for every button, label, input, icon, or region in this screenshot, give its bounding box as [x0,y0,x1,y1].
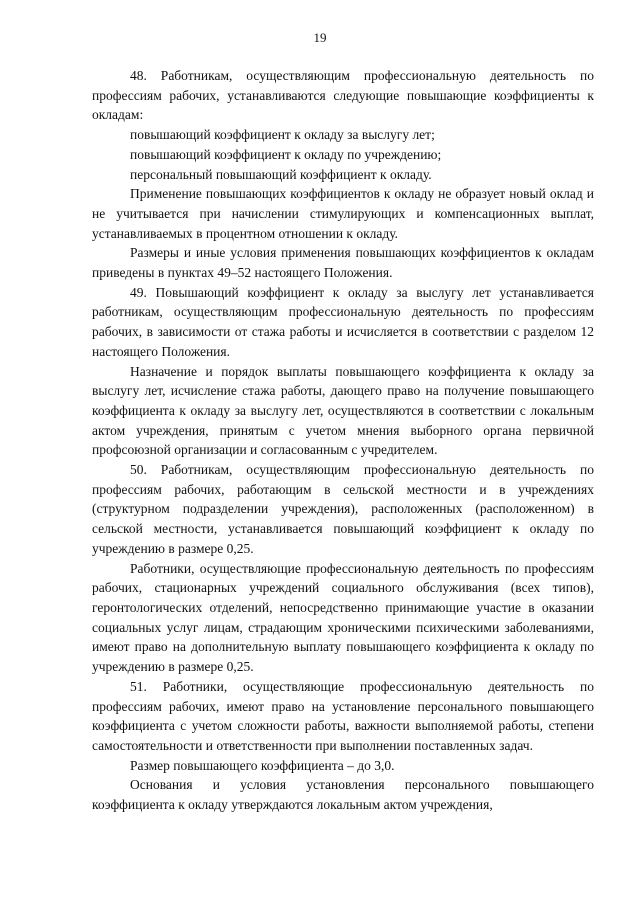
paragraph-50: 50. Работникам, осуществляющим профессиональную деятельность по профессиям рабочих, работающим в сельской местности и в учреждениях (структурном подразделении учреждения), расположенных (расположенном) в сельской местности, устанавливается повышающий коэффициент к окладу по учреждению в размере 0,25. [92,462,594,556]
paragraph-48-application: Применение повышающих коэффициентов к окладу не образует новый оклад и не учитывается при начислении стимулирующих и компенсационных выплат, устанавливаемых в процентном отношении к окладу. [92,186,594,241]
paragraph-49-procedure: Назначение и порядок выплаты повышающего коэффициента к окладу за выслугу лет, исчисление стажа работы, дающего право на получение повышающего коэффициента к окладу за выслугу лет, осуществляются в соответствии с локальным актом учреждения, принятым с учетом мнения выборного органа первичной профсоюзной организации и согласованным с учредителем. [92,363,594,458]
paragraph-49: 49. Повышающий коэффициент к окладу за выслугу лет устанавливается работникам, осуществляющим профессиональную деятельность по профессиям рабочих, в зависимости от стажа работы и исчисляется в соответствии с разделом 12 настоящего Положения. [92,284,594,359]
list-item-seniority-coefficient: повышающий коэффициент к окладу за выслугу лет; [130,127,435,143]
paragraph-48-sizes: Размеры и иные условия применения повышающих коэффициентов к окладам приведены в пунктах 49–52 настоящего Положения. [92,245,594,281]
paragraph-50-social-services: Работники, осуществляющие профессиональную деятельность по профессиям рабочих, стационарных учреждений социального обслуживания (всех типов), геронтологических отделений, непосредственно принимающие участие в оказании социальных услуг лицам, страдающим хроническими психическими заболеваниями, имеют право на дополнительную выплату повышающего коэффициента к окладу по учреждению в размере 0,25. [92,560,594,675]
paragraph-51-grounds: Основания и условия установления персонального повышающего коэффициента к окладу утверждаются локальным актом учреждения, [92,777,594,813]
list-item-institution-coefficient: повышающий коэффициент к окладу по учреждению; [130,146,442,162]
paragraph-51: 51. Работники, осуществляющие профессиональную деятельность по профессиям рабочих, имеют право на установление персонального повышающего коэффициента с учетом сложности работы, важности выполняемой работы, степени самостоятельности и ответственности при выполнении поставленных задач. [92,678,594,753]
list-item-personal-coefficient: персональный повышающий коэффициент к окладу. [130,166,432,182]
page-number: 19 [313,30,327,45]
paragraph-48-intro: 48. Работникам, осуществляющим профессиональную деятельность по профессиям рабочих, устанавливаются следующие повышающие коэффициенты к окладам: [92,68,594,123]
document-body [92,66,594,815]
paragraph-51-size: Размер повышающего коэффициента – до 3,0. [130,757,395,773]
